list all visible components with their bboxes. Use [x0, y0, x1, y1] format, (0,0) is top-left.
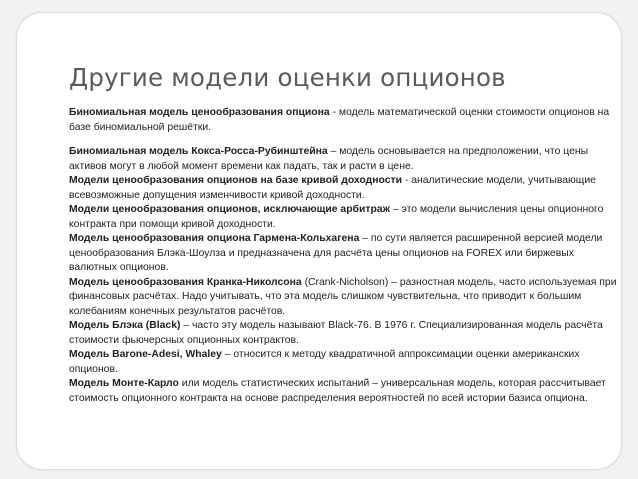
- term: Биномиальная модель Кокса-Росса-Рубинштейна: [69, 146, 328, 157]
- paragraph-black: [69, 319, 617, 348]
- slide: [16, 12, 622, 470]
- slide-body: [69, 106, 617, 406]
- definition: – часто эту модель называют Black-76. В 1976 г. Специализированная модель расчёта стоимости фьючерсных опционных контрактов.: [69, 320, 603, 346]
- term: Модели ценообразования опционов на базе кривой доходности: [69, 175, 402, 186]
- paragraph-cox-ross-rubinstein: [69, 145, 617, 174]
- definition: (Crank-Nicholson) – разностная модель, часто используемая при финансовых расчётах. Надо учитывать, что эта модель слишком чувствительна, что приводит к большим колебаниям конечных результатов расчётов.: [69, 276, 617, 317]
- definition: – по сути является расширенной версией модели ценообразования Блэка-Шоулза и предназначена для расчёта цены опционов на FOREX или биржевых валютных опционов.: [69, 233, 603, 273]
- term: Модели ценообразования опционов, исключающие арбитраж: [69, 204, 390, 215]
- paragraph-yield-curve: [69, 174, 617, 203]
- paragraph-arbitrage-free: [69, 203, 617, 232]
- paragraph-barone-adesi-whaley: [69, 348, 617, 377]
- term: Модель Монте-Карло: [69, 378, 179, 389]
- term: Модель Блэка (Black): [69, 320, 181, 331]
- paragraph-crank-nicholson: [69, 276, 617, 320]
- slide-title: Другие модели оценки опционов: [69, 63, 506, 92]
- definition: - модель математической оценки стоимости опционов на базе биномиальной решётки.: [69, 107, 610, 133]
- paragraph-garman-kohlhagen: [69, 232, 617, 276]
- definition: - аналитические модели, учитывающие всевозможные допущения изменчивости кривой доходности.: [69, 175, 596, 201]
- definition: или модель статистических испытаний – универсальная модель, которая рассчитывает стоимость опционного контракта на основе распределения вероятностей по всей истории базиса опциона.: [69, 378, 606, 404]
- paragraph-monte-carlo: [69, 377, 617, 406]
- term: Модель ценообразования Кранка-Николсона: [69, 276, 302, 288]
- term: Модель Barone-Adesi, Whaley: [69, 349, 222, 360]
- term: Модель ценообразования опциона Гармена-Кольхагена: [69, 233, 360, 244]
- definition: – относится к методу квадратичной аппроксимации оценки американских опционов.: [69, 349, 580, 375]
- definition: – это модели вычисления цены опционного контракта при помощи кривой доходности.: [69, 204, 604, 230]
- paragraph-binomial: [69, 106, 617, 135]
- definition: – модель основывается на предположении, что цены активов могут в любой момент времени как падать, так и расти в цене.: [69, 146, 589, 172]
- term: Биномиальная модель ценообразования опциона: [69, 107, 330, 118]
